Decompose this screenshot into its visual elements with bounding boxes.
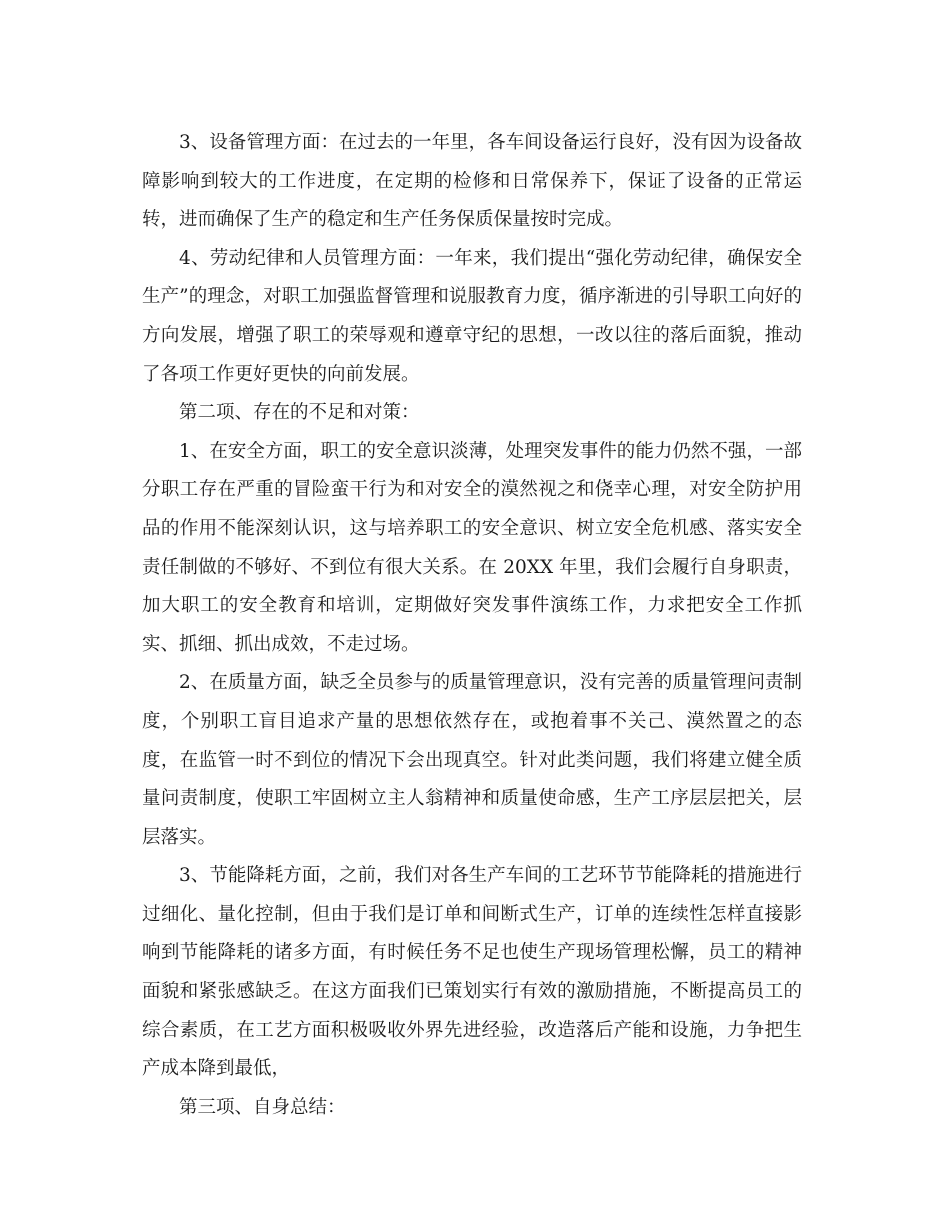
section-heading-self-summary: 第三项、自身总结： xyxy=(179,1096,346,1118)
paragraph-equipment-management: 3、设备管理方面：在过去的一年里，各车间设备运行良好，没有因为设备故障影响到较大的工作进度，在定期的检修和日常保养下，保证了设备的正常运转，进而确保了生产的稳定和生产任务保质保量按时完成。 xyxy=(142,132,802,231)
section-heading-shortcomings: 第二项、存在的不足和对策： xyxy=(179,402,420,424)
paragraph-safety: 1、在安全方面，职工的安全意识淡薄，处理突发事件的能力仍然不强，一部分职工存在严重的冒险蛮干行为和对安全的漠然视之和侥幸心理，对安全防护用品的作用不能深刻认识，这与培养职工的安全意识、树立安全危机感、落实安全责任制做的不够好、不到位有很大关系。在 20XX 年里，我们会履行自身职责，加大职工的安全教育和培训，定期做好突发事件演练工作，力求把安全工作抓实、抓细、抓出成效，不走过场。 xyxy=(142,440,802,655)
paragraph-energy-saving: 3、节能降耗方面，之前，我们对各生产车间的工艺环节节能降耗的措施进行过细化、量化控制，但由于我们是订单和间断式生产，订单的连续性怎样直接影响到节能降耗的诸多方面，有时候任务不足也使生产现场管理松懈，员工的精神面貌和紧张感缺乏。在这方面我们已策划实行有效的激励措施，不断提高员工的综合素质，在工艺方面积极吸收外界先进经验，改造落后产能和设施，力争把生产成本降到最低， xyxy=(142,865,802,1080)
paragraph-labor-discipline: 4、劳动纪律和人员管理方面：一年来，我们提出“强化劳动纪律，确保安全生产”的理念，对职工加强监督管理和说服教育力度，循序渐进的引导职工向好的方向发展，增强了职工的荣辱观和遵章守纪的思想，一改以往的落后面貌，推动了各项工作更好更快的向前发展。 xyxy=(142,247,802,385)
document-body xyxy=(142,124,802,1127)
paragraph-quality: 2、在质量方面，缺乏全员参与的质量管理意识，没有完善的质量管理问责制度，个别职工盲目追求产量的思想依然存在，或抱着事不关己、漠然置之的态度，在监管一时不到位的情况下会出现真空。针对此类问题，我们将建立健全质量问责制度，使职工牢固树立主人翁精神和质量使命感，生产工序层层把关，层层落实。 xyxy=(142,672,802,848)
